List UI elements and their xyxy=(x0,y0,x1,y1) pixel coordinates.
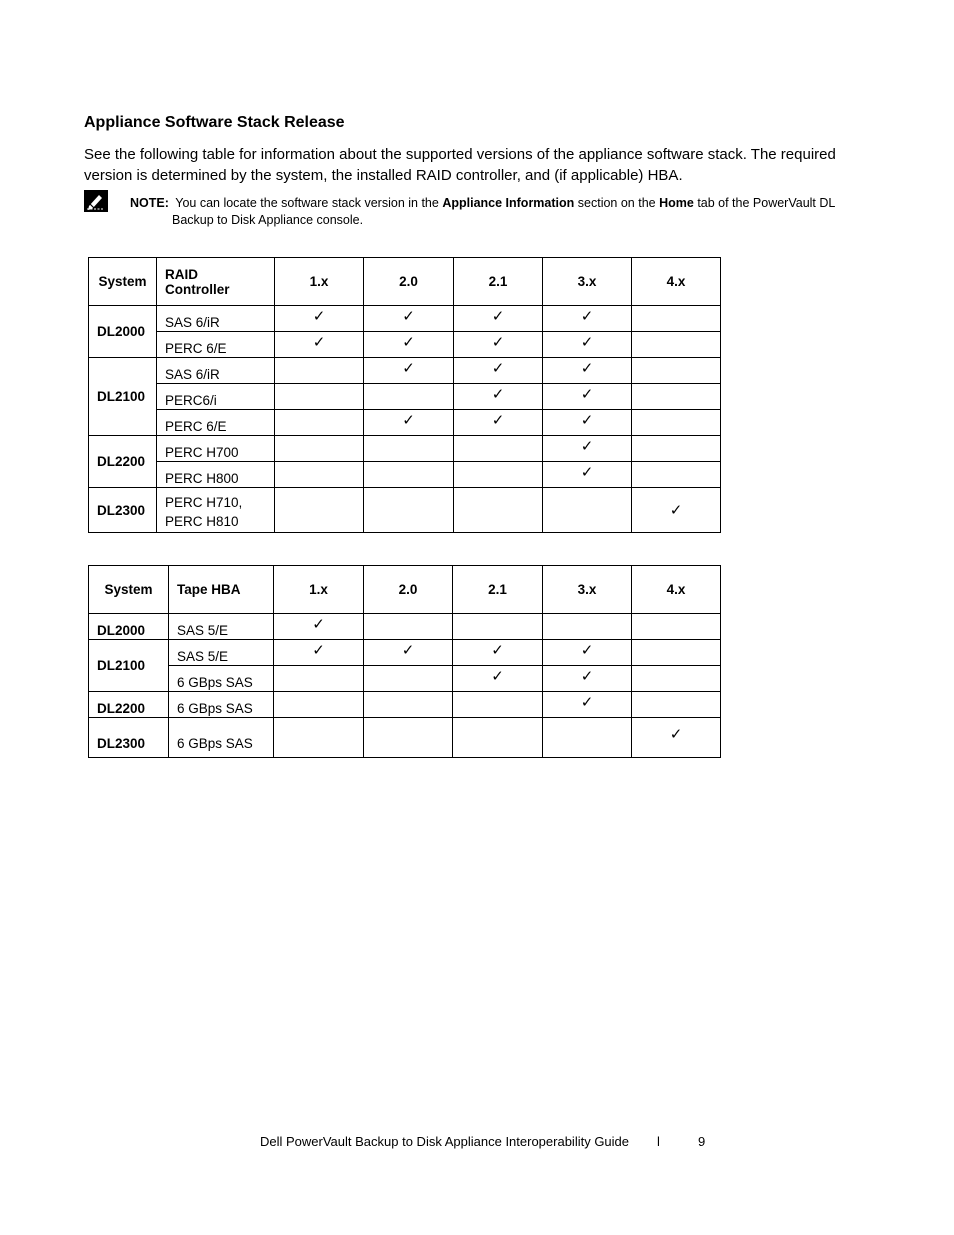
note-text-3: tab of the PowerVault DL xyxy=(697,196,836,210)
table-row xyxy=(89,692,721,718)
check-icon: ✓ xyxy=(580,668,594,685)
check-icon: ✓ xyxy=(491,334,505,351)
pencil-note-icon xyxy=(84,190,108,212)
system-cell: DL2200 xyxy=(89,436,157,488)
controller-cell: PERC H800 xyxy=(157,462,275,488)
check-icon: ✓ xyxy=(580,464,594,481)
check-icon: ✓ xyxy=(402,308,415,325)
check-icon: ✓ xyxy=(491,412,505,429)
raid-compatibility-table xyxy=(88,257,721,533)
footer-title: Dell PowerVault Backup to Disk Appliance Interoperability Guide xyxy=(260,1134,630,1149)
system-cell: DL2200 xyxy=(89,692,169,718)
table-row xyxy=(89,436,721,462)
table-row xyxy=(89,614,721,640)
controller-cell: PERC6/i xyxy=(157,384,275,410)
header-tape-hba: Tape HBA xyxy=(169,566,274,614)
header-3x: 3.x xyxy=(543,566,632,614)
table-row xyxy=(89,462,721,488)
table-row xyxy=(89,306,721,332)
check-icon: ✓ xyxy=(669,501,683,519)
table-row xyxy=(89,332,721,358)
table-header-row xyxy=(89,566,721,614)
check-icon: ✓ xyxy=(580,334,594,351)
check-icon: ✓ xyxy=(491,386,505,403)
check-icon: ✓ xyxy=(580,308,594,325)
note-label: NOTE: xyxy=(130,196,169,210)
table-row xyxy=(89,488,721,533)
intro-paragraph: See the following table for information about the supported versions of the appliance software stack. The required version is determined by the system, the installed RAID controller, and (if applicable) HBA. xyxy=(84,146,836,184)
controller-cell: SAS 6/iR xyxy=(157,306,275,332)
check-icon: ✓ xyxy=(312,616,325,633)
check-icon: ✓ xyxy=(401,642,415,659)
section-heading: Appliance Software Stack Release xyxy=(84,114,345,131)
system-cell: DL2000 xyxy=(89,306,157,358)
check-icon: ✓ xyxy=(491,308,505,325)
check-icon: ✓ xyxy=(402,334,415,351)
system-cell: DL2100 xyxy=(89,640,169,692)
header-20: 2.0 xyxy=(364,566,453,614)
check-icon: ✓ xyxy=(402,412,415,429)
page-number: 9 xyxy=(698,1134,706,1149)
controller-line-2: PERC H810 xyxy=(165,514,239,529)
controller-cell: SAS 6/iR xyxy=(157,358,275,384)
check-icon: ✓ xyxy=(312,334,326,351)
header-4x: 4.x xyxy=(632,566,721,614)
check-icon: ✓ xyxy=(312,308,326,325)
note-text-1: You can locate the software stack version in the xyxy=(175,196,439,210)
table-row xyxy=(89,666,721,692)
check-icon: ✓ xyxy=(402,360,415,377)
note-text-4: Backup to Disk Appliance console. xyxy=(172,213,364,227)
table-row xyxy=(89,640,721,666)
header-1x: 1.x xyxy=(275,258,364,306)
note-text-2: section on the xyxy=(577,196,656,210)
header-1x: 1.x xyxy=(274,566,364,614)
table-row xyxy=(89,384,721,410)
system-cell: DL2000 xyxy=(89,614,169,640)
check-icon: ✓ xyxy=(491,642,504,659)
table-row xyxy=(89,410,721,436)
table-row xyxy=(89,358,721,384)
hba-cell: 6 GBps SAS xyxy=(169,666,274,692)
note-block xyxy=(130,195,860,229)
hba-compatibility-table xyxy=(88,565,721,758)
controller-cell: PERC H700 xyxy=(157,436,275,462)
check-icon: ✓ xyxy=(312,642,325,659)
hba-cell: SAS 5/E xyxy=(169,614,274,640)
table-header-row xyxy=(89,258,721,306)
header-4x: 4.x xyxy=(632,258,721,306)
check-icon: ✓ xyxy=(669,726,683,743)
controller-cell: PERC 6/E xyxy=(157,332,275,358)
header-raid-controller: RAID Controller xyxy=(157,258,275,306)
system-cell: DL2100 xyxy=(89,358,157,436)
footer-separator: l xyxy=(657,1134,660,1149)
hba-cell: 6 GBps SAS xyxy=(169,692,274,718)
header-21: 2.1 xyxy=(454,258,543,306)
check-icon: ✓ xyxy=(580,694,594,711)
header-3x: 3.x xyxy=(543,258,632,306)
controller-cell xyxy=(157,488,275,533)
system-cell: DL2300 xyxy=(89,488,157,533)
check-icon: ✓ xyxy=(491,360,505,377)
check-icon: ✓ xyxy=(580,642,594,659)
hba-cell: 6 GBps SAS xyxy=(169,718,274,758)
controller-cell: PERC 6/E xyxy=(157,410,275,436)
note-bold-1: Appliance Information xyxy=(442,196,575,210)
table-row xyxy=(89,718,721,758)
check-icon: ✓ xyxy=(580,412,594,429)
header-system: System xyxy=(89,566,169,614)
check-icon: ✓ xyxy=(580,360,594,377)
header-21: 2.1 xyxy=(453,566,543,614)
controller-line-1: PERC H710, xyxy=(165,495,243,510)
system-cell: DL2300 xyxy=(89,718,169,758)
page-footer xyxy=(260,1134,706,1149)
check-icon: ✓ xyxy=(580,438,594,455)
hba-cell: SAS 5/E xyxy=(169,640,274,666)
header-20: 2.0 xyxy=(364,258,454,306)
check-icon: ✓ xyxy=(491,668,504,685)
note-bold-2: Home xyxy=(659,196,694,210)
header-system: System xyxy=(89,258,157,306)
check-icon: ✓ xyxy=(580,386,594,403)
